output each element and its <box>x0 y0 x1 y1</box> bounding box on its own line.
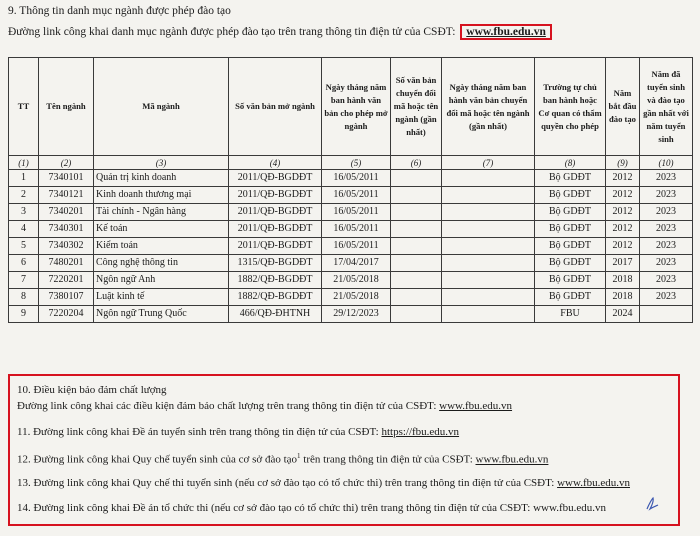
column-number: (10) <box>640 156 693 170</box>
section-10-url[interactable]: www.fbu.edu.vn <box>439 400 513 412</box>
table-cell: 6 <box>9 255 39 272</box>
table-cell <box>442 187 535 204</box>
table-cell: Kiểm toán <box>94 238 229 255</box>
table-row <box>9 272 693 289</box>
table-cell: 466/QĐ-ĐHTNH <box>229 306 322 323</box>
table-cell <box>391 306 442 323</box>
table-cell: 2018 <box>606 289 640 306</box>
section-12-text-b: trên trang thông tin điện tử của CSĐT: <box>303 453 473 466</box>
table-cell: 2 <box>9 187 39 204</box>
table-cell: Luật kinh tế <box>94 289 229 306</box>
table-cell <box>391 289 442 306</box>
table-cell: 17/04/2017 <box>322 255 391 272</box>
table-cell <box>442 289 535 306</box>
table-cell <box>391 272 442 289</box>
table-cell: 21/05/2018 <box>322 289 391 306</box>
table-cell <box>442 255 535 272</box>
table-cell <box>442 170 535 187</box>
table-cell: Bộ GDĐT <box>535 238 606 255</box>
table-cell: 7380107 <box>39 289 94 306</box>
table-cell: Ngôn ngữ Anh <box>94 272 229 289</box>
header-cell: Trường tự chủ ban hành hoặc Cơ quan có thẩm quyền cho phép <box>535 58 606 156</box>
column-number: (7) <box>442 156 535 170</box>
majors-table <box>8 57 693 323</box>
table-cell: Bộ GDĐT <box>535 187 606 204</box>
table-row <box>9 204 693 221</box>
table-cell: 1882/QĐ-BGDĐT <box>229 289 322 306</box>
table-cell <box>391 187 442 204</box>
table-cell: Ngôn ngữ Trung Quốc <box>94 306 229 323</box>
column-number: (2) <box>39 156 94 170</box>
table-cell: 2023 <box>640 255 693 272</box>
table-row <box>9 221 693 238</box>
table-cell: Tài chính - Ngân hàng <box>94 204 229 221</box>
section-10-line <box>17 400 512 412</box>
table-cell: Quản trị kinh doanh <box>94 170 229 187</box>
table-cell: 2012 <box>606 238 640 255</box>
table-cell: 29/12/2023 <box>322 306 391 323</box>
section-12-line <box>17 452 548 466</box>
table-cell: 7340121 <box>39 187 94 204</box>
table-cell: 16/05/2011 <box>322 238 391 255</box>
table-cell: 3 <box>9 204 39 221</box>
section-10-title: 10. Điều kiện bảo đảm chất lượng <box>17 384 167 396</box>
table-cell: 7 <box>9 272 39 289</box>
section-13-line <box>17 477 630 489</box>
table-cell: 1315/QĐ-BGDĐT <box>229 255 322 272</box>
highlighted-links-box <box>8 374 680 526</box>
column-number: (9) <box>606 156 640 170</box>
table-cell: 2011/QĐ-BGDĐT <box>229 238 322 255</box>
table-cell: 7340301 <box>39 221 94 238</box>
header-cell: Số văn bản chuyển đổi mã hoặc tên ngành (gần nhất) <box>391 58 442 156</box>
table-cell: 2011/QĐ-BGDĐT <box>229 170 322 187</box>
column-number: (6) <box>391 156 442 170</box>
table-cell: 2017 <box>606 255 640 272</box>
table-cell: Kinh doanh thương mại <box>94 187 229 204</box>
header-cell: Mã ngành <box>94 58 229 156</box>
section-11-url[interactable]: https://fbu.edu.vn <box>381 426 460 438</box>
section-10-text: Đường link công khai các điều kiện đảm bảo chất lượng trên trang thông tin điện tử của CSĐT: <box>17 400 437 412</box>
signature-mark-icon <box>644 496 660 512</box>
section-9-link-text: Đường link công khai danh mục ngành được phép đào tạo trên trang thông tin điện tử của CSĐT: <box>8 26 456 38</box>
table-cell: 7340201 <box>39 204 94 221</box>
column-number: (4) <box>229 156 322 170</box>
section-11-line <box>17 426 459 438</box>
table-header-row <box>9 58 693 156</box>
table-cell: 7220201 <box>39 272 94 289</box>
footnote-marker: 1 <box>297 452 301 460</box>
table-cell: FBU <box>535 306 606 323</box>
table-cell <box>442 221 535 238</box>
section-9-url-highlight[interactable]: www.fbu.edu.vn <box>460 24 552 40</box>
table-cell: 21/05/2018 <box>322 272 391 289</box>
table-cell: 7340101 <box>39 170 94 187</box>
table-cell <box>442 306 535 323</box>
table-row <box>9 306 693 323</box>
column-number-row <box>9 156 693 170</box>
table-cell: 2012 <box>606 204 640 221</box>
table-cell: 2012 <box>606 187 640 204</box>
header-cell: Ngày tháng năm ban hành văn bản chuyển đổi mã hoặc tên ngành (gần nhất) <box>442 58 535 156</box>
section-11-text: 11. Đường link công khai Đề án tuyển sinh trên trang thông tin điện tử của CSĐT: <box>17 426 379 438</box>
table-cell: 7220204 <box>39 306 94 323</box>
table-row <box>9 170 693 187</box>
table-cell <box>391 238 442 255</box>
table-cell: Bộ GDĐT <box>535 289 606 306</box>
table-cell: 16/05/2011 <box>322 170 391 187</box>
section-12-url[interactable]: www.fbu.edu.vn <box>475 453 549 466</box>
table-cell: 4 <box>9 221 39 238</box>
table-cell: 2012 <box>606 170 640 187</box>
section-9-link-line <box>8 24 552 40</box>
table-cell: 2023 <box>640 187 693 204</box>
column-number: (1) <box>9 156 39 170</box>
table-row <box>9 255 693 272</box>
table-cell: 2024 <box>606 306 640 323</box>
table-cell <box>391 204 442 221</box>
table-row <box>9 238 693 255</box>
table-row <box>9 289 693 306</box>
table-cell: 2023 <box>640 170 693 187</box>
table-cell: 7480201 <box>39 255 94 272</box>
table-cell: 2023 <box>640 289 693 306</box>
table-cell: 2011/QĐ-BGDĐT <box>229 221 322 238</box>
header-cell: Tên ngành <box>39 58 94 156</box>
table-cell: Bộ GDĐT <box>535 221 606 238</box>
table-cell <box>442 204 535 221</box>
header-cell: Năm đã tuyển sinh và đào tạo gần nhất với năm tuyển sinh <box>640 58 693 156</box>
table-row <box>9 187 693 204</box>
table-cell: 5 <box>9 238 39 255</box>
table-cell: 2011/QĐ-BGDĐT <box>229 204 322 221</box>
section-9-title: 9. Thông tin danh mục ngành được phép đào tạo <box>8 5 231 17</box>
table-cell <box>391 170 442 187</box>
table-cell: Bộ GDĐT <box>535 255 606 272</box>
table-cell <box>640 306 693 323</box>
section-13-text: 13. Đường link công khai Quy chế thi tuyển sinh (nếu cơ sở đào tạo có tổ chức thi) trên trang thông tin điện tử của CSĐT: <box>17 477 555 489</box>
column-number: (3) <box>94 156 229 170</box>
header-cell: Năm bắt đầu đào tạo <box>606 58 640 156</box>
header-cell: Ngày tháng năm ban hành văn bản cho phép mở ngành <box>322 58 391 156</box>
table-cell: Công nghệ thông tin <box>94 255 229 272</box>
table-cell: Bộ GDĐT <box>535 204 606 221</box>
table-cell: 1882/QĐ-BGDĐT <box>229 272 322 289</box>
table-cell: 16/05/2011 <box>322 187 391 204</box>
table-cell <box>391 221 442 238</box>
table-cell: 7340302 <box>39 238 94 255</box>
table-cell: 1 <box>9 170 39 187</box>
column-number: (8) <box>535 156 606 170</box>
table-cell: 2023 <box>640 272 693 289</box>
table-cell: Kế toán <box>94 221 229 238</box>
table-cell: 2023 <box>640 204 693 221</box>
table-cell: 16/05/2011 <box>322 221 391 238</box>
section-13-url[interactable]: www.fbu.edu.vn <box>557 477 630 489</box>
header-cell: TT <box>9 58 39 156</box>
table-cell: 8 <box>9 289 39 306</box>
table-cell: 2023 <box>640 238 693 255</box>
header-cell: Số văn bản mở ngành <box>229 58 322 156</box>
table-cell: 2018 <box>606 272 640 289</box>
column-number: (5) <box>322 156 391 170</box>
section-14-url[interactable]: www.fbu.edu.vn <box>533 502 607 514</box>
section-12-text-a: 12. Đường link công khai Quy chế tuyển sinh của cơ sở đào tạo <box>17 453 298 466</box>
table-cell: Bộ GDĐT <box>535 272 606 289</box>
table-cell: 16/05/2011 <box>322 204 391 221</box>
table-cell: 2023 <box>640 221 693 238</box>
table-cell <box>391 255 442 272</box>
section-14-text: 14. Đường link công khai Đề án tổ chức thi (nếu cơ sở đào tạo có tổ chức thi) trên trang thông tin điện tử của CSĐT: <box>17 502 531 514</box>
table-cell: 2012 <box>606 221 640 238</box>
section-14-line <box>17 502 606 514</box>
table-cell: 2011/QĐ-BGDĐT <box>229 187 322 204</box>
table-cell: 9 <box>9 306 39 323</box>
table-cell <box>442 238 535 255</box>
table-cell: Bộ GDĐT <box>535 170 606 187</box>
table-cell <box>442 272 535 289</box>
